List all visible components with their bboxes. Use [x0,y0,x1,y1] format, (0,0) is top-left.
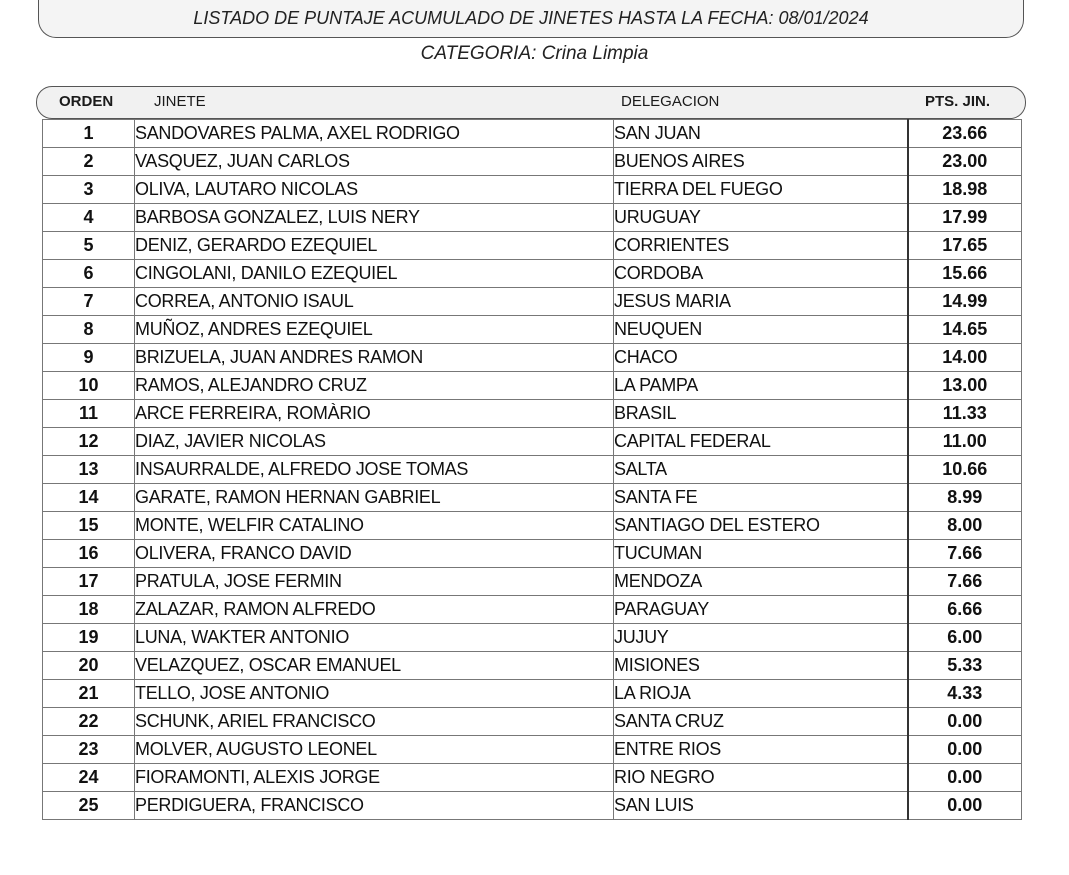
cell-jinete: VASQUEZ, JUAN CARLOS [135,148,614,176]
cell-pts: 6.66 [908,596,1022,624]
cell-jinete: LUNA, WAKTER ANTONIO [135,624,614,652]
cell-delegacion: ENTRE RIOS [614,736,908,764]
cell-orden: 20 [43,652,135,680]
cell-orden: 15 [43,512,135,540]
cell-delegacion: SAN LUIS [614,792,908,820]
cell-orden: 14 [43,484,135,512]
table-row [43,680,1022,708]
table-row [43,596,1022,624]
cell-orden: 1 [43,120,135,148]
table-row [43,204,1022,232]
cell-jinete: MOLVER, AUGUSTO LEONEL [135,736,614,764]
table-row [43,232,1022,260]
cell-pts: 17.99 [908,204,1022,232]
cell-delegacion: SALTA [614,456,908,484]
cell-delegacion: JUJUY [614,624,908,652]
cell-orden: 21 [43,680,135,708]
cell-orden: 23 [43,736,135,764]
cell-jinete: CINGOLANI, DANILO EZEQUIEL [135,260,614,288]
cell-orden: 2 [43,148,135,176]
cell-pts: 4.33 [908,680,1022,708]
cell-orden: 8 [43,316,135,344]
cell-pts: 8.99 [908,484,1022,512]
cell-orden: 11 [43,400,135,428]
cell-delegacion: LA RIOJA [614,680,908,708]
cell-delegacion: RIO NEGRO [614,764,908,792]
cell-delegacion: TIERRA DEL FUEGO [614,176,908,204]
cell-pts: 0.00 [908,736,1022,764]
cell-jinete: ZALAZAR, RAMON ALFREDO [135,596,614,624]
table-row [43,120,1022,148]
cell-jinete: TELLO, JOSE ANTONIO [135,680,614,708]
cell-pts: 0.00 [908,708,1022,736]
cell-orden: 12 [43,428,135,456]
column-header-jinete: JINETE [154,93,206,110]
cell-jinete: BARBOSA GONZALEZ, LUIS NERY [135,204,614,232]
cell-orden: 16 [43,540,135,568]
cell-pts: 15.66 [908,260,1022,288]
cell-orden: 13 [43,456,135,484]
cell-delegacion: LA PAMPA [614,372,908,400]
table-row [43,148,1022,176]
cell-delegacion: SANTA FE [614,484,908,512]
cell-jinete: PERDIGUERA, FRANCISCO [135,792,614,820]
cell-orden: 9 [43,344,135,372]
cell-delegacion: CHACO [614,344,908,372]
cell-delegacion: URUGUAY [614,204,908,232]
table-row [43,456,1022,484]
cell-pts: 23.00 [908,148,1022,176]
cell-orden: 22 [43,708,135,736]
ranking-table-body [43,120,1022,820]
table-row [43,400,1022,428]
cell-jinete: DIAZ, JAVIER NICOLAS [135,428,614,456]
cell-jinete: MONTE, WELFIR CATALINO [135,512,614,540]
cell-pts: 7.66 [908,540,1022,568]
cell-pts: 14.99 [908,288,1022,316]
cell-pts: 0.00 [908,792,1022,820]
cell-delegacion: SANTA CRUZ [614,708,908,736]
cell-orden: 19 [43,624,135,652]
cell-orden: 18 [43,596,135,624]
table-row [43,372,1022,400]
cell-jinete: RAMOS, ALEJANDRO CRUZ [135,372,614,400]
cell-orden: 6 [43,260,135,288]
table-row [43,624,1022,652]
table-row [43,512,1022,540]
cell-pts: 14.00 [908,344,1022,372]
cell-orden: 25 [43,792,135,820]
cell-delegacion: BRASIL [614,400,908,428]
cell-delegacion: BUENOS AIRES [614,148,908,176]
cell-orden: 4 [43,204,135,232]
cell-delegacion: SAN JUAN [614,120,908,148]
table-row [43,540,1022,568]
document-title: LISTADO DE PUNTAJE ACUMULADO DE JINETES HASTA LA FECHA: 08/01/2024 [193,8,869,28]
cell-jinete: ARCE FERREIRA, ROMÀRIO [135,400,614,428]
cell-orden: 7 [43,288,135,316]
cell-delegacion: MENDOZA [614,568,908,596]
cell-orden: 5 [43,232,135,260]
cell-jinete: CORREA, ANTONIO ISAUL [135,288,614,316]
cell-delegacion: JESUS MARIA [614,288,908,316]
cell-jinete: SCHUNK, ARIEL FRANCISCO [135,708,614,736]
table-row [43,288,1022,316]
cell-delegacion: PARAGUAY [614,596,908,624]
column-header-pts: PTS. JIN. [925,93,991,110]
cell-pts: 0.00 [908,764,1022,792]
cell-jinete: VELAZQUEZ, OSCAR EMANUEL [135,652,614,680]
cell-pts: 18.98 [908,176,1022,204]
column-header-orden: ORDEN [59,93,114,110]
cell-pts: 23.66 [908,120,1022,148]
cell-orden: 17 [43,568,135,596]
cell-jinete: FIORAMONTI, ALEXIS JORGE [135,764,614,792]
table-row [43,344,1022,372]
cell-pts: 6.00 [908,624,1022,652]
cell-jinete: OLIVERA, FRANCO DAVID [135,540,614,568]
cell-jinete: MUÑOZ, ANDRES EZEQUIEL [135,316,614,344]
cell-pts: 5.33 [908,652,1022,680]
cell-jinete: BRIZUELA, JUAN ANDRES RAMON [135,344,614,372]
table-header [36,86,1026,119]
cell-jinete: SANDOVARES PALMA, AXEL RODRIGO [135,120,614,148]
cell-jinete: INSAURRALDE, ALFREDO JOSE TOMAS [135,456,614,484]
cell-jinete: PRATULA, JOSE FERMIN [135,568,614,596]
cell-pts: 11.00 [908,428,1022,456]
table-row [43,260,1022,288]
cell-pts: 8.00 [908,512,1022,540]
document-title-box [38,0,1024,38]
table-row [43,792,1022,820]
cell-delegacion: SANTIAGO DEL ESTERO [614,512,908,540]
cell-delegacion: TUCUMAN [614,540,908,568]
cell-delegacion: MISIONES [614,652,908,680]
column-header-delegacion: DELEGACION [621,93,720,110]
cell-jinete: GARATE, RAMON HERNAN GABRIEL [135,484,614,512]
cell-pts: 11.33 [908,400,1022,428]
cell-delegacion: CORDOBA [614,260,908,288]
cell-jinete: OLIVA, LAUTARO NICOLAS [135,176,614,204]
cell-delegacion: CAPITAL FEDERAL [614,428,908,456]
ranking-table [42,119,1022,820]
category-subtitle: CATEGORIA: Crina Limpia [420,43,649,64]
cell-orden: 10 [43,372,135,400]
table-row [43,764,1022,792]
cell-delegacion: CORRIENTES [614,232,908,260]
table-row [43,316,1022,344]
cell-delegacion: NEUQUEN [614,316,908,344]
cell-pts: 17.65 [908,232,1022,260]
table-row [43,484,1022,512]
cell-orden: 24 [43,764,135,792]
cell-pts: 14.65 [908,316,1022,344]
table-row [43,736,1022,764]
table-row [43,568,1022,596]
cell-pts: 10.66 [908,456,1022,484]
table-row [43,708,1022,736]
cell-pts: 7.66 [908,568,1022,596]
cell-orden: 3 [43,176,135,204]
cell-pts: 13.00 [908,372,1022,400]
table-row [43,176,1022,204]
cell-jinete: DENIZ, GERARDO EZEQUIEL [135,232,614,260]
table-row [43,428,1022,456]
table-row [43,652,1022,680]
